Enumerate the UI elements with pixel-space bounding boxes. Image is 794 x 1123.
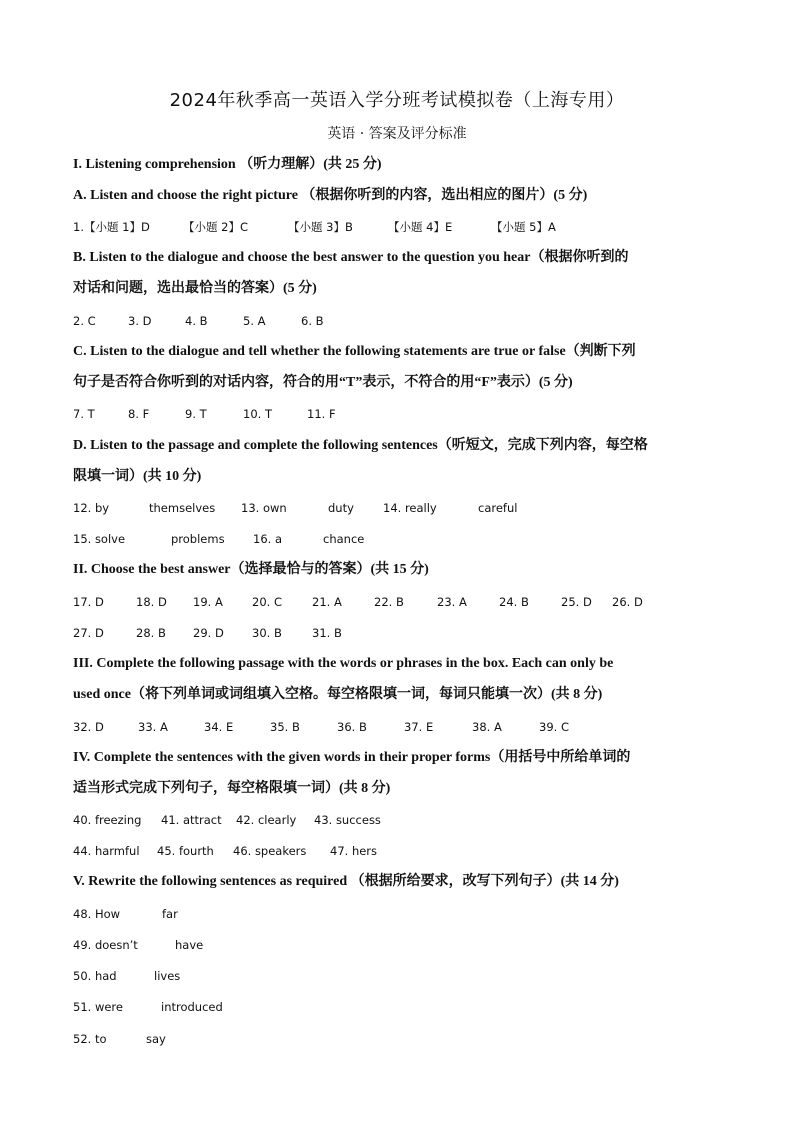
answer: 44. harmful [73, 844, 140, 858]
answer: 5. A [243, 314, 266, 328]
answer: 19. A [193, 595, 223, 609]
answer-49 [73, 935, 723, 955]
answer: 28. B [136, 626, 166, 640]
section-4-heading-cont: 适当形式完成下列句子，每空格限填一词）(共 8 分) [73, 781, 391, 796]
answer-52 [73, 1029, 723, 1049]
answer: 16. a [253, 532, 282, 546]
answers-1b [73, 311, 723, 331]
answer: 25. D [561, 595, 592, 609]
answer: careful [478, 501, 518, 515]
page-title: 2024年秋季高一英语入学分班考试模拟卷（上海专用） [169, 90, 625, 111]
answer: themselves [149, 501, 216, 515]
answer: say [146, 1032, 166, 1046]
answers-2-row1 [73, 592, 723, 612]
answer: 13. own [241, 501, 287, 515]
answer: 22. B [374, 595, 404, 609]
section-1b-heading-cont: 对话和问题，选出最恰当的答案）(5 分) [73, 281, 317, 296]
answers-1a [73, 217, 723, 237]
answers-4-row2 [73, 841, 723, 861]
answer: 23. A [437, 595, 467, 609]
section-1c-heading: C. Listen to the dialogue and tell whether the following statements are true or false（判断下列 [73, 344, 636, 359]
answer: 21. A [312, 595, 342, 609]
answer: 2. C [73, 314, 96, 328]
answer: 30. B [252, 626, 282, 640]
answer: 6. B [301, 314, 324, 328]
answer: 40. freezing [73, 813, 142, 827]
answer: 39. C [539, 720, 569, 734]
answer: 47. hers [330, 844, 378, 858]
answer: 35. B [270, 720, 300, 734]
answer: 27. D [73, 626, 104, 640]
answers-4-row1 [73, 810, 723, 830]
answer: introduced [161, 1000, 223, 1014]
answer: 51. were [73, 1000, 123, 1014]
answer: 17. D [73, 595, 104, 609]
answer: 50. had [73, 969, 117, 983]
answer: 42. clearly [236, 813, 297, 827]
section-1c-heading-cont: 句子是否符合你听到的对话内容，符合的用“T”表示，不符合的用“F”表示）(5 分) [73, 375, 573, 390]
answer: 20. C [252, 595, 282, 609]
page-subtitle: 英语 · 答案及评分标准 [327, 126, 467, 142]
answer: 37. E [404, 720, 434, 734]
answer: 【小题 3】B [288, 220, 353, 234]
answer: 43. success [314, 813, 381, 827]
answer-50 [73, 966, 723, 986]
answer-51 [73, 997, 723, 1017]
answer: 4. B [185, 314, 208, 328]
section-3-heading: III. Complete the following passage with the words or phrases in the box. Each can only be [73, 656, 614, 671]
answer: 29. D [193, 626, 224, 640]
section-1d-heading-cont: 限填一词）(共 10 分) [73, 469, 202, 484]
answer: 1.【小题 1】D [73, 220, 150, 234]
answer: 24. B [499, 595, 529, 609]
answer: 49. doesn’t [73, 938, 138, 952]
answer: 36. B [337, 720, 367, 734]
section-3-heading-cont: used once（将下列单词或词组填入空格。每空格限填一词，每词只能填一次）(共 8 分) [73, 687, 603, 702]
heading-text: B. Listen to the dialogue and choose the best answer to the question you hear（根据你听到的 [73, 250, 629, 265]
answer: 45. fourth [157, 844, 214, 858]
answer: lives [154, 969, 181, 983]
answer: 26. D [612, 595, 643, 609]
answer: 11. F [307, 407, 336, 421]
answer: 31. B [312, 626, 342, 640]
answer: 14. really [383, 501, 437, 515]
answer: 【小题 2】C [183, 220, 249, 234]
section-1d-heading: D. Listen to the passage and complete the following sentences（听短文，完成下列内容，每空格 [73, 438, 648, 453]
answer: 3. D [128, 314, 152, 328]
answer: 38. A [472, 720, 502, 734]
answer: 41. attract [161, 813, 222, 827]
section-2-heading: II. Choose the best answer（选择最恰与的答案）(共 15 分) [73, 562, 429, 577]
answer: 8. F [128, 407, 150, 421]
answer: duty [328, 501, 354, 515]
section-5-heading: V. Rewrite the following sentences as required （根据所给要求，改写下列句子）(共 14 分) [73, 874, 619, 889]
answer: 7. T [73, 407, 95, 421]
section-4-heading: IV. Complete the sentences with the given words in their proper forms（用括号中所给单词的 [73, 750, 631, 765]
answer: 18. D [136, 595, 167, 609]
answer: 52. to [73, 1032, 107, 1046]
answer: 32. D [73, 720, 104, 734]
answer: 【小题 4】E [388, 220, 453, 234]
answers-3 [73, 717, 723, 737]
section-1b-heading [73, 248, 723, 268]
answer-48 [73, 904, 723, 924]
answers-1d-row2 [73, 529, 723, 549]
answer: 12. by [73, 501, 110, 515]
answer: 48. How [73, 907, 121, 921]
answer: chance [323, 532, 365, 546]
answers-2-row2 [73, 623, 723, 643]
answer: have [175, 938, 204, 952]
answer: problems [171, 532, 225, 546]
answer: 33. A [138, 720, 168, 734]
section-1a-heading: A. Listen and choose the right picture （根据你听到的内容，选出相应的图片）(5 分) [73, 188, 588, 203]
answer: 15. solve [73, 532, 126, 546]
answer: 【小题 5】A [491, 220, 556, 234]
answer: 9. T [185, 407, 207, 421]
section-1-heading: I. Listening comprehension （听力理解）(共 25 分) [73, 157, 382, 172]
answers-1d-row1 [73, 498, 723, 518]
answer: 46. speakers [233, 844, 307, 858]
answers-1c [73, 404, 723, 424]
answer: far [162, 907, 178, 921]
answer: 10. T [243, 407, 272, 421]
answer: 34. E [204, 720, 234, 734]
